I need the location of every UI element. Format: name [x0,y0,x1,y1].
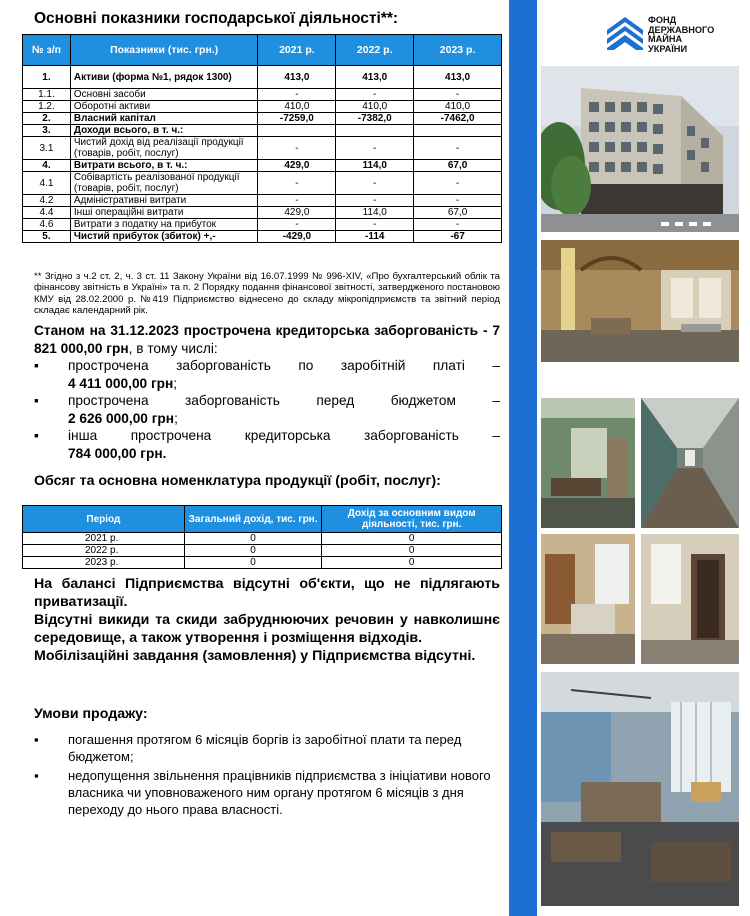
bullet-square-icon: ▪ [34,732,39,747]
indicators-row [23,160,502,172]
row-value-2021: -429,0 [258,231,336,243]
header-total-income: Загальний дохід, тис. грн. [184,506,322,533]
header-num: № з/п [23,35,71,66]
row-value-2023: 67,0 [414,207,502,219]
conditions-list [34,731,500,820]
row-indicator: Чистий прибуток (збиток) +,- [70,231,258,243]
row-value-2022 [336,125,414,137]
indicators-row [23,207,502,219]
header-2022: 2022 р. [336,35,414,66]
row-value-2021: - [258,89,336,101]
row-value-2022: 114,0 [336,160,414,172]
debt-item-text-row: інша прострочена кредиторська заборгованість – [68,428,500,443]
debt-item [34,357,500,392]
row-value-2021 [258,125,336,137]
debt-item-amount-row [68,375,500,393]
debt-item-amount-row [68,410,500,428]
row-value-2022: 114,0 [336,207,414,219]
debt-item [34,427,500,462]
row-number: 3. [23,125,71,137]
row-indicator: Витрати з податку на прибуток [70,219,258,231]
page-title: Основні показники господарської діяльності**: [34,10,399,27]
condition-item [34,731,500,765]
logo-text [648,16,714,54]
row-value-2022: 413,0 [336,66,414,89]
row-period: 2021 р. [23,533,185,545]
room-furniture-photo [541,534,635,664]
fact-mobilization: Мобілізаційні завдання (замовлення) у Підприємства відсутні. [34,648,476,664]
debt-list [34,357,500,462]
row-value-2022: -114 [336,231,414,243]
debt-intro-bold: Станом на 31.12.2023 прострочена кредиторська заборгованість - 7 821 000,00 грн [34,323,500,356]
row-value-2023: - [414,89,502,101]
row-indicator: Витрати всього, в т. ч.: [70,160,258,172]
row-number: 4. [23,160,71,172]
indicators-row [23,66,502,89]
row-value-2022: - [336,172,414,195]
green-room-photo [541,398,635,528]
condition-item [34,767,500,818]
row-number: 2. [23,113,71,125]
logo-line: УКРАЇНИ [648,43,688,54]
row-period: 2022 р. [23,545,185,557]
accent-bar [509,0,537,916]
row-indicator: Активи (форма №1, рядок 1300) [70,66,258,89]
production-row [23,545,502,557]
header-indicator: Показники (тис. грн.) [70,35,258,66]
row-value-2021: -7259,0 [258,113,336,125]
row-indicator: Собівартість реалізованої продукції (товарів, робіт, послуг) [70,172,258,195]
row-main-income: 0 [322,557,502,569]
production-row [23,533,502,545]
row-total-income: 0 [184,533,322,545]
row-period: 2023 р. [23,557,185,569]
indicators-row [23,172,502,195]
bullet-square-icon: ▪ [34,393,39,408]
indicators-table [22,34,502,243]
footnote: ** Згідно з ч.2 ст. 2, ч. 3 ст. 11 Закону України від 16.07.1999 № 996-XIV, «Про бухгалтерський облік та фінансову звітність в Україні» та п. 2 Порядку подання фінансової звітності, затвердженого постановою КМУ від 28.02.2000 р. №419 Підприємство віднесено до складу мікропідприємств та звітний період складає календарний рік. [34,271,500,317]
logo-line: МАЙНА [648,34,683,45]
conditions-title: Умови продажу: [34,706,148,722]
row-value-2021: 410,0 [258,101,336,113]
row-value-2023: 67,0 [414,160,502,172]
debt-section [34,322,500,462]
row-value-2021: - [258,137,336,160]
header-2021: 2021 р. [258,35,336,66]
debt-item-amount: 784 000,00 грн. [68,445,167,461]
row-total-income: 0 [184,557,322,569]
row-value-2023: - [414,195,502,207]
row-value-2023: -7462,0 [414,113,502,125]
row-main-income: 0 [322,533,502,545]
debt-item-suffix: ; [174,410,178,426]
row-value-2023: -67 [414,231,502,243]
row-indicator: Чистий дохід від реалізації продукції (товарів, робіт, послуг) [70,137,258,160]
row-number: 1. [23,66,71,89]
fact-privatization: На балансі Підприємства відсутні об'єкти, що не підлягають приватизації. [34,576,500,610]
logo-line: ДЕРЖАВНОГО [648,24,715,35]
facts-section [34,575,500,665]
row-total-income: 0 [184,545,322,557]
row-number: 1.2. [23,101,71,113]
row-value-2022: - [336,219,414,231]
roof-logo-icon [606,16,644,50]
indicators-row [23,137,502,160]
debt-item-amount: 2 626 000,00 грн [68,410,175,426]
indicators-header-row [23,35,502,66]
production-row [23,557,502,569]
condition-text: недопущення звільнення працівників підприємства з ініціативи нового власника чи уповноваженого ним органу протягом 6 місяців з дня переходу до нього права власності. [68,768,491,817]
interior-hall-photo [541,240,739,362]
row-value-2023 [414,125,502,137]
production-title: Обсяг та основна номенклатура продукції (робіт, послуг): [34,473,441,489]
logo-line: ФОНД [648,15,677,25]
production-header-row [23,506,502,533]
indicators-row [23,231,502,243]
row-number: 1.1. [23,89,71,101]
bullet-square-icon: ▪ [34,428,39,443]
row-number: 4.6 [23,219,71,231]
doorway-photo [641,534,739,664]
row-indicator: Оборотні активи [70,101,258,113]
row-value-2023: - [414,172,502,195]
debt-item [34,392,500,427]
row-value-2022: - [336,137,414,160]
header-period: Період [23,506,185,533]
indicators-row [23,101,502,113]
row-value-2022: - [336,195,414,207]
row-indicator: Доходи всього, в т. ч.: [70,125,258,137]
row-main-income: 0 [322,545,502,557]
row-value-2021: - [258,219,336,231]
debt-intro-rest: , в тому числі: [128,340,218,356]
office-interior-photo [541,672,739,906]
row-value-2021: - [258,195,336,207]
row-value-2022: - [336,89,414,101]
row-value-2021: - [258,172,336,195]
row-indicator: Основні засоби [70,89,258,101]
row-value-2023: 413,0 [414,66,502,89]
condition-text: погашення протягом 6 місяців боргів із заробітної плати та перед бюджетом; [68,732,462,764]
row-indicator: Інші операційні витрати [70,207,258,219]
corridor-photo [641,398,739,528]
debt-item-text-row: прострочена заборгованість перед бюджетом – [68,393,500,408]
row-value-2023: - [414,219,502,231]
row-number: 4.2 [23,195,71,207]
debt-item-amount-row [68,445,500,463]
building-exterior-photo [541,66,739,232]
indicators-row [23,113,502,125]
indicators-row [23,219,502,231]
row-value-2022: 410,0 [336,101,414,113]
row-value-2021: 429,0 [258,207,336,219]
row-number: 3.1 [23,137,71,160]
row-number: 4.1 [23,172,71,195]
row-value-2022: -7382,0 [336,113,414,125]
fact-emissions: Відсутні викиди та скиди забруднюючих речовин у навколишнє середовище, а також утворення і розміщення відходів. [34,612,500,646]
header-2023: 2023 р. [414,35,502,66]
header-main-income: Дохід за основним видом діяльності, тис. грн. [322,506,502,533]
row-value-2023: - [414,137,502,160]
production-table [22,505,502,569]
debt-item-suffix: ; [173,375,178,391]
indicators-row [23,89,502,101]
row-indicator: Власний капітал [70,113,258,125]
debt-item-amount: 4 411 000,00 грн [68,375,174,391]
fund-logo [606,16,714,54]
debt-item-text-row: прострочена заборгованість по заробітній платі – [68,358,500,373]
row-value-2023: 410,0 [414,101,502,113]
debt-intro [34,322,500,357]
indicators-row [23,195,502,207]
row-number: 5. [23,231,71,243]
row-value-2021: 429,0 [258,160,336,172]
row-value-2021: 413,0 [258,66,336,89]
bullet-square-icon: ▪ [34,768,39,783]
row-number: 4.4 [23,207,71,219]
row-indicator: Адміністративні витрати [70,195,258,207]
indicators-row [23,125,502,137]
bullet-square-icon: ▪ [34,358,39,373]
